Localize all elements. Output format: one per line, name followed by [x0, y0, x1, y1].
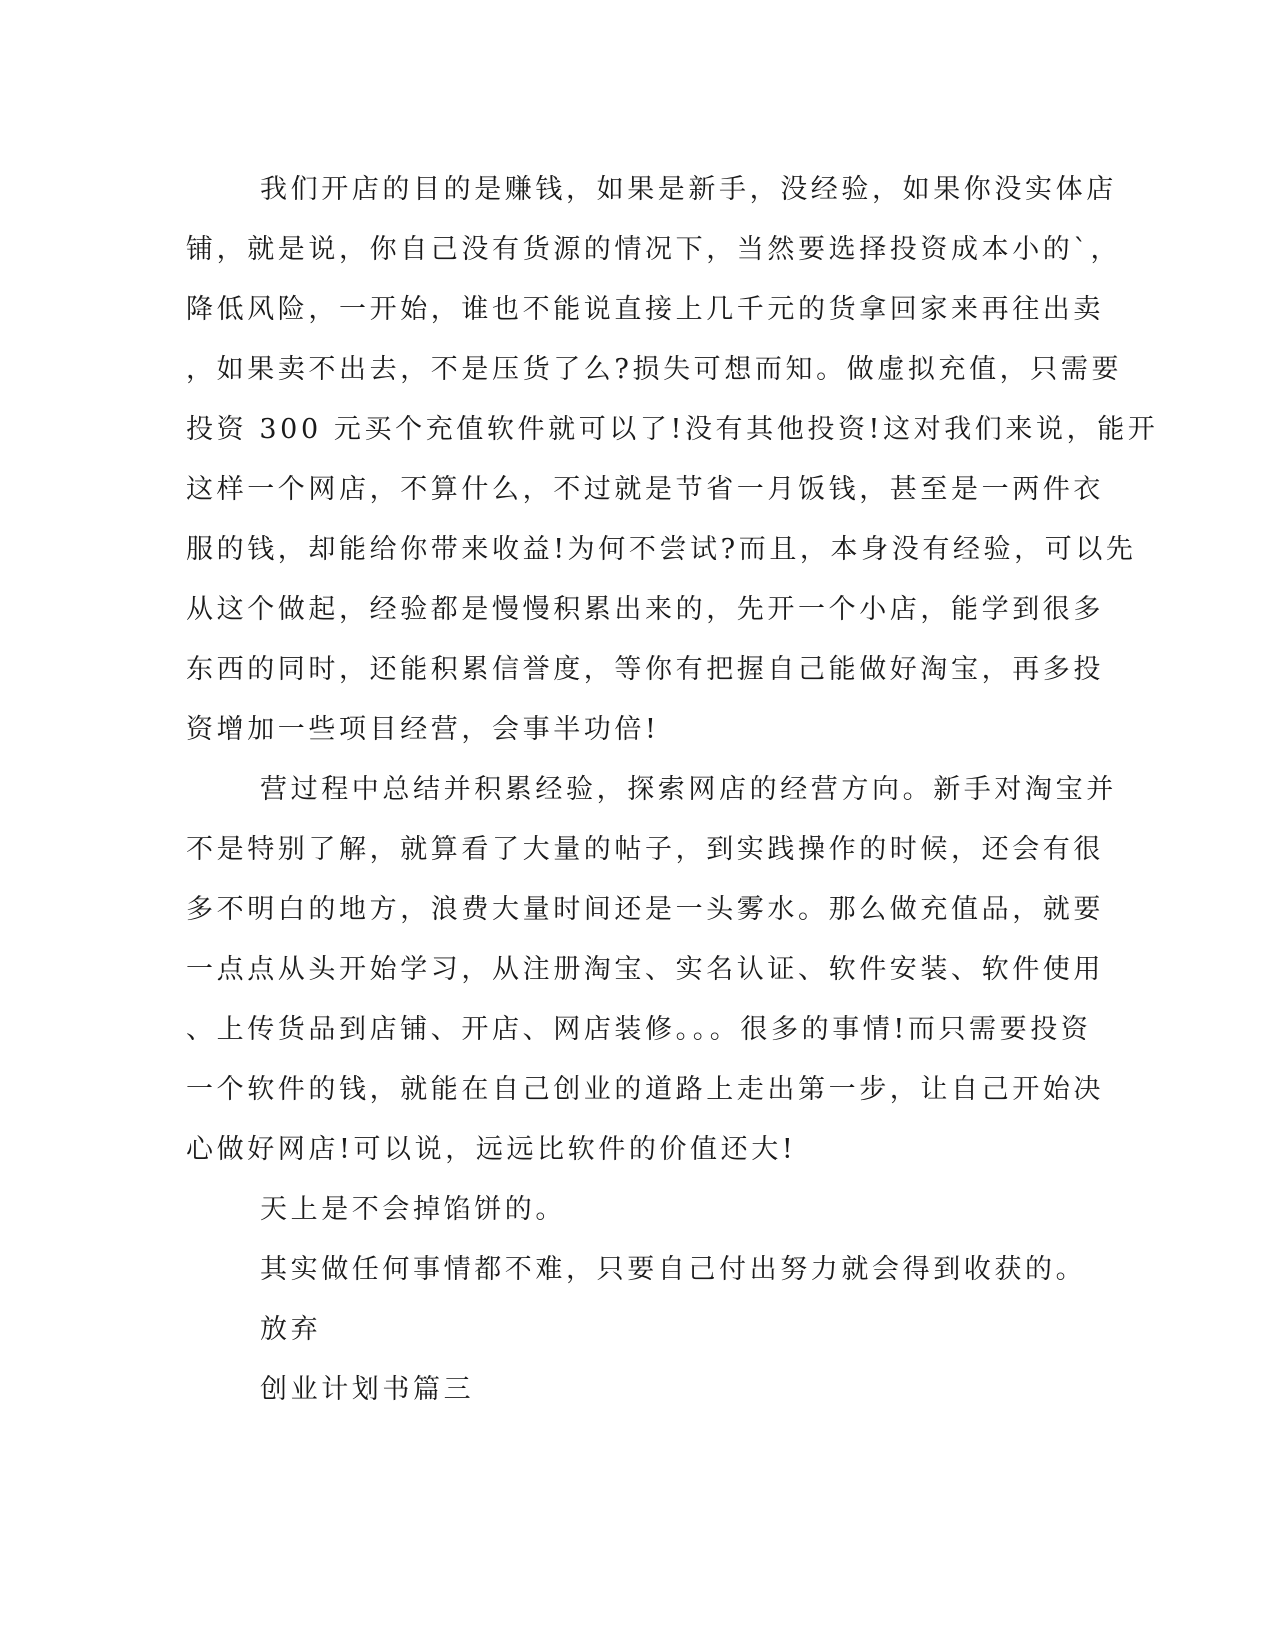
- paragraph-2-line-4: 一点点从头开始学习，从注册淘宝、实名认证、软件安装、软件使用: [186, 954, 1104, 985]
- paragraph-1-line-7: 服的钱，却能给你带来收益!为何不尝试?而且，本身没有经验，可以先: [186, 534, 1137, 565]
- section-heading: 创业计划书篇三: [260, 1374, 475, 1405]
- paragraph-1-line-9: 东西的同时，还能积累信誉度，等你有把握自己能做好淘宝，再多投: [186, 654, 1104, 685]
- line-giveup: 放弃: [260, 1314, 322, 1345]
- paragraph-1-line-4: ，如果卖不出去，不是压货了么?损失可想而知。做虚拟充值，只需要: [186, 354, 1123, 385]
- paragraph-1-line-2: 铺，就是说，你自己没有货源的情况下，当然要选择投资成本小的`，: [186, 234, 1122, 265]
- paragraph-1-line-3: 降低风险，一开始，谁也不能说直接上几千元的货拿回家来再往出卖: [186, 294, 1104, 325]
- line-effort: 其实做任何事情都不难，只要自己付出努力就会得到收获的。: [260, 1254, 1087, 1285]
- paragraph-1-line-6: 这样一个网店，不算什么，不过就是节省一月饭钱，甚至是一两件衣: [186, 474, 1104, 505]
- paragraph-1-line-8: 从这个做起，经验都是慢慢积累出来的，先开一个小店，能学到很多: [186, 594, 1104, 625]
- paragraph-2-line-1: 营过程中总结并积累经验，探索网店的经营方向。新手对淘宝并: [260, 774, 1117, 805]
- paragraph-1-line-1: 我们开店的目的是赚钱，如果是新手，没经验，如果你没实体店: [260, 174, 1117, 205]
- paragraph-2-line-6: 一个软件的钱，就能在自己创业的道路上走出第一步，让自己开始决: [186, 1074, 1104, 1105]
- document-body: [186, 160, 1159, 1420]
- paragraph-2-line-3: 多不明白的地方，浪费大量时间还是一头雾水。那么做充值品，就要: [186, 894, 1104, 925]
- paragraph-1-line-10: 资增加一些项目经营，会事半功倍!: [186, 714, 660, 745]
- paragraph-2-line-7: 心做好网店!可以说，远远比软件的价值还大!: [186, 1134, 797, 1165]
- line-sky: 天上是不会掉馅饼的。: [260, 1194, 566, 1225]
- paragraph-1-line-5: 投资 300 元买个充值软件就可以了!没有其他投资!这对我们来说，能开: [186, 414, 1159, 445]
- paragraph-2-line-2: 不是特别了解，就算看了大量的帖子，到实践操作的时候，还会有很: [186, 834, 1104, 865]
- paragraph-2-line-5: 、上传货品到店铺、开店、网店装修。。。很多的事情!而只需要投资: [186, 1014, 1092, 1045]
